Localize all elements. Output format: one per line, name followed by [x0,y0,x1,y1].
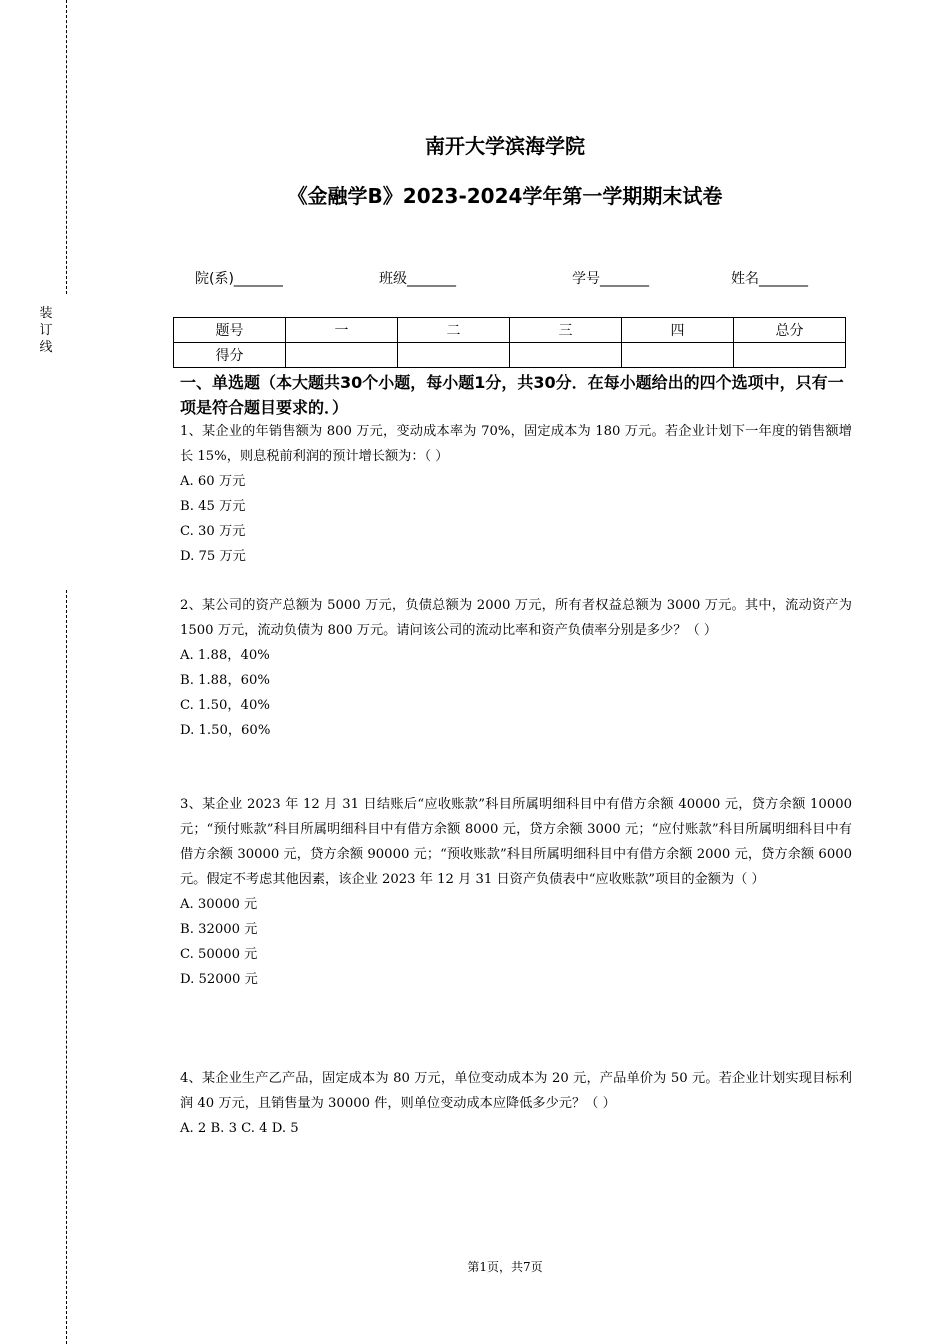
binding-label [38,305,54,356]
score-cell: 一 [286,318,398,343]
binding-line-bottom [66,590,67,1344]
question-option: B. 45 万元 [180,499,246,514]
question-option: D. 75 万元 [180,549,246,564]
score-cell[interactable] [286,343,398,368]
question-option: A. 30000 元 [180,897,258,912]
score-cell: 四 [622,318,734,343]
question-stem: 3、某企业 2023 年 12 月 31 日结账后“应收账款”科目所属明细科目中有借方余额 40000 元，贷方余额 10000 元；“预付账款”科目所属明细科目中有借方余额 8000 元，贷方余额 3000 元；“应付账款”科目所属明细科目中有借方余额 30000 元，贷方余额 90000 元；“预收账款”科目所属明细科目中有借方余额 2000 元，贷方余额 6000 元。假定不考虑其他因素，该企业 2023 年 12 月 31 日资产负债表中“应收账款”项目的金额为（ ） [180,797,852,887]
student-id-field[interactable]: 学号_______ [572,271,649,287]
school-title: 南开大学滨海学院 [425,134,585,158]
binding-char: 订 [39,323,53,338]
question-stem: 4、某企业生产乙产品，固定成本为 80 万元，单位变动成本为 20 元，产品单价为 50 元。若企业计划实现目标利润 40 万元，且销售量为 30000 件，则单位变动成本应降低多少元？（ ） [180,1071,852,1111]
score-cell: 二 [398,318,510,343]
question-1 [180,419,852,569]
department-field[interactable]: 院(系)_______ [195,271,283,287]
score-cell: 三 [510,318,622,343]
question-3 [180,792,852,992]
score-cell[interactable] [510,343,622,368]
question-option: C. 30 万元 [180,524,246,539]
exam-title: 《金融学B》2023-2024学年第一学期期末试卷 [287,184,723,208]
score-cell[interactable] [734,343,846,368]
score-cell: 题号 [174,318,286,343]
question-option: A. 1.88，40% [180,648,270,663]
question-option: B. 1.88，60% [180,673,270,688]
page-footer: 第1页，共7页 [467,1260,543,1274]
binding-char: 装 [39,306,53,321]
question-stem: 1、某企业的年销售额为 800 万元，变动成本率为 70%，固定成本为 180 万元。若企业计划下一年度的销售额增长 15%，则息税前利润的预计增长额为：（ ） [180,424,852,464]
question-4 [180,1066,852,1141]
name-field[interactable]: 姓名_______ [731,271,808,287]
score-table-header-row [174,318,846,343]
score-table-score-row [174,343,846,368]
section-heading: 一、单选题（本大题共30个小题，每小题1分，共30分．在每小题给出的四个选项中，只有一项是符合题目要求的．） [180,373,844,417]
question-option: D. 52000 元 [180,972,258,987]
question-option: A. 60 万元 [180,474,246,489]
score-cell: 得分 [174,343,286,368]
question-option: C. 50000 元 [180,947,258,962]
score-cell: 总分 [734,318,846,343]
score-table [173,317,846,368]
question-stem: 2、某公司的资产总额为 5000 万元，负债总额为 2000 万元，所有者权益总额为 3000 万元。其中，流动资产为 1500 万元，流动负债为 800 万元。请问该公司的流动比率和资产负债率分别是多少？（ ） [180,598,852,638]
question-option: B. 32000 元 [180,922,258,937]
score-cell[interactable] [622,343,734,368]
class-field[interactable]: 班级_______ [379,271,456,287]
score-cell[interactable] [398,343,510,368]
question-option: C. 1.50，40% [180,698,270,713]
question-option: A. 2 B. 3 C. 4 D. 5 [180,1121,299,1136]
binding-char: 线 [39,340,53,355]
question-option: D. 1.50，60% [180,723,271,738]
question-2 [180,593,852,743]
